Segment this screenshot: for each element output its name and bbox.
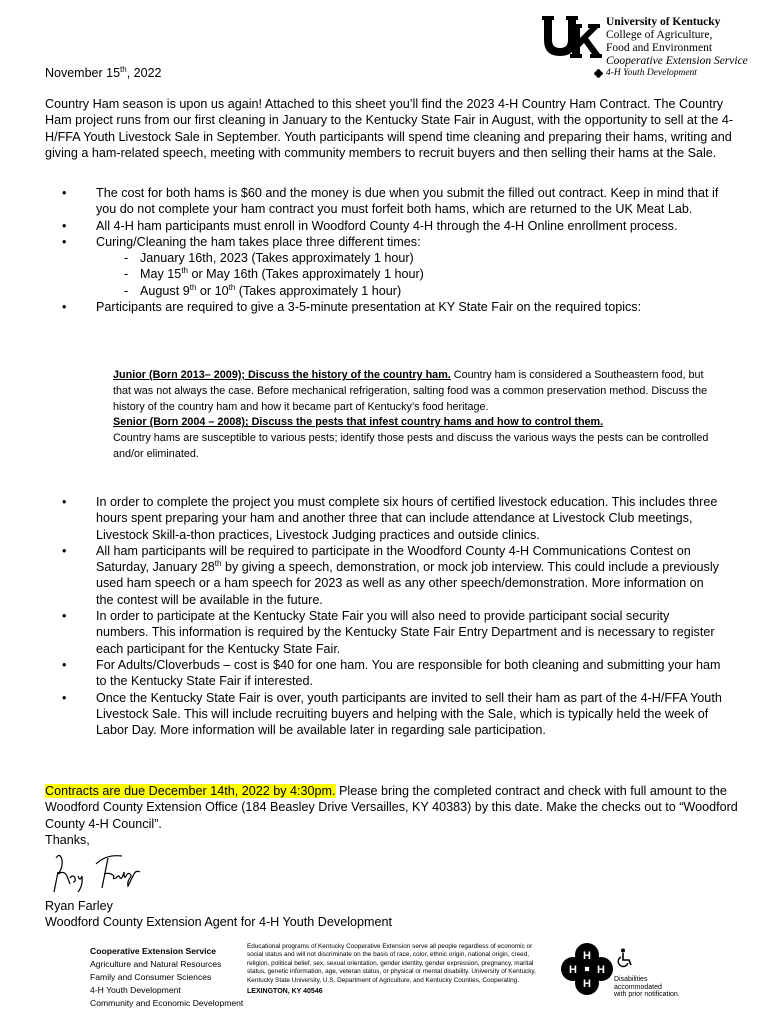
accessibility-line: Disabilities [614, 976, 648, 983]
youth-dev-label [594, 68, 697, 78]
time-sup: th [228, 282, 236, 292]
time-text: August 9 [140, 283, 190, 298]
time-item: - May 15th or May 16th (Takes approximately 1 hour) [124, 266, 424, 282]
svg-text:H: H [583, 978, 591, 990]
time-text: May 15 [140, 267, 182, 282]
org-line: College of Agriculture, [606, 29, 713, 41]
list-item-text: In order to complete the project you must complete six hours of certified livestock education. This includes three hours spent preparing your ham and another three that can include attendance at Livestock Club meetings, Livestock Skill-a-thon practices, Livestock Judging practices and outside clinics. [96, 495, 718, 542]
list-item-text: In order to participate at the Kentucky State Fair you will also need to provide participant social security numbers. This information is required by the Kentucky State Fair Entry Department and is necessary to register each participant for the Kentucky State Fair. [96, 609, 715, 656]
list-item: • Once the Kentucky State Fair is over, youth participants are invited to sell their ham as part of the 4-H/FFA Youth Livestock Sale. This will include recruiting buyers and helping with the Sale, which is typically held the week of Labor Day. More information will be available later in regarding sale participation. [62, 690, 722, 738]
junior-topic-heading: Junior (Born 2013– 2009); Discuss the history of the country ham. [113, 369, 451, 381]
footer-program-line: Community and Economic Development [90, 998, 244, 1008]
svg-text:H: H [583, 950, 591, 962]
presentation-topics [113, 368, 713, 463]
letter-date [45, 66, 161, 80]
list-item: • The cost for both hams is $60 and the money is due when you submit the filled out contract. Keep in mind that if you do not complete your ham contract you must forfeit both hams, which are returned to the UK Meat Lab. [62, 186, 719, 217]
list-item: • All ham participants will be required to participate in the Woodford County 4-H Communications Contest on Saturday, January 28th by giving a speech, demonstration, or mock job interview. This could include a previously used ham speech or a ham speech for 2023 as well as any other speech/demonstration. More information on the contest will be available in the future. [62, 543, 719, 607]
list-item: • Curing/Cleaning the ham takes place three different times: - January 16th, 2023 (Takes approximately 1 hour) - May 15th or May 16th (Takes approximately 1 hour) - August 9th or 10th (Takes approximately 1 hour) [62, 234, 722, 299]
list-item-text: Participants are required to give a 3-5-minute presentation at KY State Fair on the required topics: [96, 300, 642, 315]
footer-program-line: 4-H Youth Development [90, 985, 181, 995]
list-item: • All 4-H ham participants must enroll in Woodford County 4-H through the 4-H Online enrollment process. [62, 218, 678, 233]
list-item-text: All ham participants will be required to participate in the Woodford County 4-H Communications Contest on Saturday, January 28 [96, 543, 691, 575]
svg-text:H: H [569, 964, 577, 976]
4h-clover-icon [560, 942, 614, 996]
list-item-text: Once the Kentucky State Fair is over, youth participants are invited to sell their ham as part of the 4-H/FFA Youth Livestock Sale. This will include recruiting buyers and helping with the Sale, which is typically held the week of Labor Day. More information will be available later in regarding sale participation. [96, 690, 722, 738]
list-item-text: The cost for both hams is $60 and the money is due when you submit the filled out contract. Keep in mind that if you do not complete your ham contract you must forfeit both hams, which are returned to the UK Meat Lab. [96, 186, 719, 217]
youth-dev-text: 4-H Youth Development [606, 68, 697, 78]
time-item: - August 9th or 10th (Takes approximately 1 hour) [124, 282, 402, 298]
time-item: - January 16th, 2023 (Takes approximately 1 hour) [124, 251, 414, 266]
signer-block [45, 898, 392, 931]
thanks-text: Thanks, [45, 832, 90, 847]
list-item-text: All 4-H ham participants must enroll in Woodford County 4-H through the 4-H Online enrollment process. [96, 218, 678, 233]
org-name [606, 16, 748, 68]
accessibility-note [614, 976, 680, 999]
signer-name: Ryan Farley [45, 899, 113, 913]
time-text: or 10 [196, 283, 229, 298]
time-text: or May 16th (Takes approximately 1 hour) [187, 267, 424, 282]
wheelchair-icon [616, 948, 634, 968]
time-text: January 16th, 2023 (Takes approximately 1 hour) [140, 251, 414, 266]
time-sup: th [181, 266, 188, 276]
time-text: (Takes approximately 1 hour) [235, 283, 402, 298]
date-sup: th [120, 64, 127, 74]
list-item-text: by giving a speech, demonstration, or mock job interview. This could include a previously used ham speech or a ham speech for 2023 as well as any other speech/demonstration. More information on the contest will be available in the future. [96, 560, 719, 607]
footer-city: LEXINGTON, KY 40546 [247, 988, 323, 996]
accessibility-line: accommodated [614, 983, 662, 991]
signature [48, 850, 158, 896]
accessibility-line: with prior notification. [614, 991, 680, 999]
uk-logo [540, 14, 604, 62]
svg-text:H: H [597, 964, 605, 976]
list-item-text: For Adults/Cloverbuds – cost is $40 for one ham. You are responsible for both cleaning and submitting your ham to the Kentucky State Fair if interested. [96, 657, 721, 689]
time-sup: th [189, 282, 197, 292]
date-text: November 15 [45, 66, 121, 80]
closing-text: Please bring the completed contract and check with full amount to the Woodford County Extension Office (184 Beasley Drive Versailles, KY 40383) by this date. Make the checks out to “Woodford County 4-H Council”. [45, 784, 738, 831]
list-item: • In order to participate at the Kentucky State Fair you will also need to provide participant social security numbers. This information is required by the Kentucky State Fair Entry Department and is necessary to register each participant for the Kentucky State Fair. [62, 609, 715, 656]
footer-disclaimer [247, 943, 547, 996]
footer-program-line: Agriculture and Natural Resources [90, 959, 222, 969]
senior-topic-heading: Senior (Born 2004 – 2008); Discuss the pests that infest country hams and how to control them. [113, 416, 604, 429]
list-item: • Participants are required to give a 3-5-minute presentation at KY State Fair on the required topics: [62, 300, 642, 315]
org-line: Food and Environment [606, 42, 713, 54]
list-item: • In order to complete the project you must complete six hours of certified livestock education. This includes three hours spent preparing your ham and another three that can include attendance at Livestock Club meetings, Livestock Skill-a-thon practices, Livestock Judging practices and outside clinics. [62, 495, 718, 542]
requirements-list [62, 185, 722, 315]
footer-programs [90, 945, 243, 1010]
list-item: • For Adults/Cloverbuds – cost is $40 for one ham. You are responsible for both cleaning and submitting your ham to the Kentucky State Fair if interested. [62, 657, 721, 689]
signer-title: Woodford County Extension Agent for 4-H Youth Development [45, 915, 393, 930]
additional-requirements-list [62, 494, 722, 738]
list-item-sup: th [214, 559, 222, 568]
junior-topic-text: Country ham is considered a Southeastern food, but that was not always the case. Before mechanical refrigeration, salting food was a common preservation method. Discuss the history of the country ham and how it became part of Kentucky’s food heritage. [113, 369, 708, 413]
list-item-text: Curing/Cleaning the ham takes place three different times: [96, 234, 421, 249]
footer-program-line: Family and Consumer Sciences [90, 972, 212, 982]
footer-program-line: Cooperative Extension Service [90, 946, 217, 956]
intro-paragraph: Country Ham season is upon us again! Attached to this sheet you’ll find the 2023 4-H Country Ham Contract. The Country Ham project runs from our first cleaning in January to the Kentucky State Fair in August, with the opportunity to sell at the 4-H/FFA Youth Livestock Sale in September. Youth participants will spend time cleaning and preparing their hams, writing and giving a ham-related speech, meeting with community members to recruit buyers and then selling their hams at the Sale. [45, 97, 734, 160]
org-line: University of Kentucky [606, 16, 721, 28]
junior-topic [113, 368, 713, 415]
closing-paragraph [45, 783, 745, 848]
senior-topic-text: Country hams are susceptible to various pests; identify those pests and discuss the various ways the pests can be controlled and/or eliminated. [113, 432, 709, 460]
disclaimer-text: Educational programs of Kentucky Cooperative Extension serve all people regardless of economic or social status and will not discriminate on the basis of race, color, ethnic origin, national origin, creed, religion, political belief, sex, sexual orientation, gender identity, gender expression, pregnancy, marital status, genetic information, age, veteran status, or physical or mental disability. University of Kentucky, Kentucky State University, U.S. Department of Agriculture, and Kentucky Counties, Cooperating. [247, 943, 536, 984]
due-date-highlight: Contracts are due December 14th, 2022 by 4:30pm. [45, 784, 336, 798]
clover-small-icon [594, 69, 603, 78]
date-text: , 2022 [126, 66, 162, 80]
senior-topic [113, 415, 713, 462]
org-line: Cooperative Extension Service [606, 55, 748, 67]
